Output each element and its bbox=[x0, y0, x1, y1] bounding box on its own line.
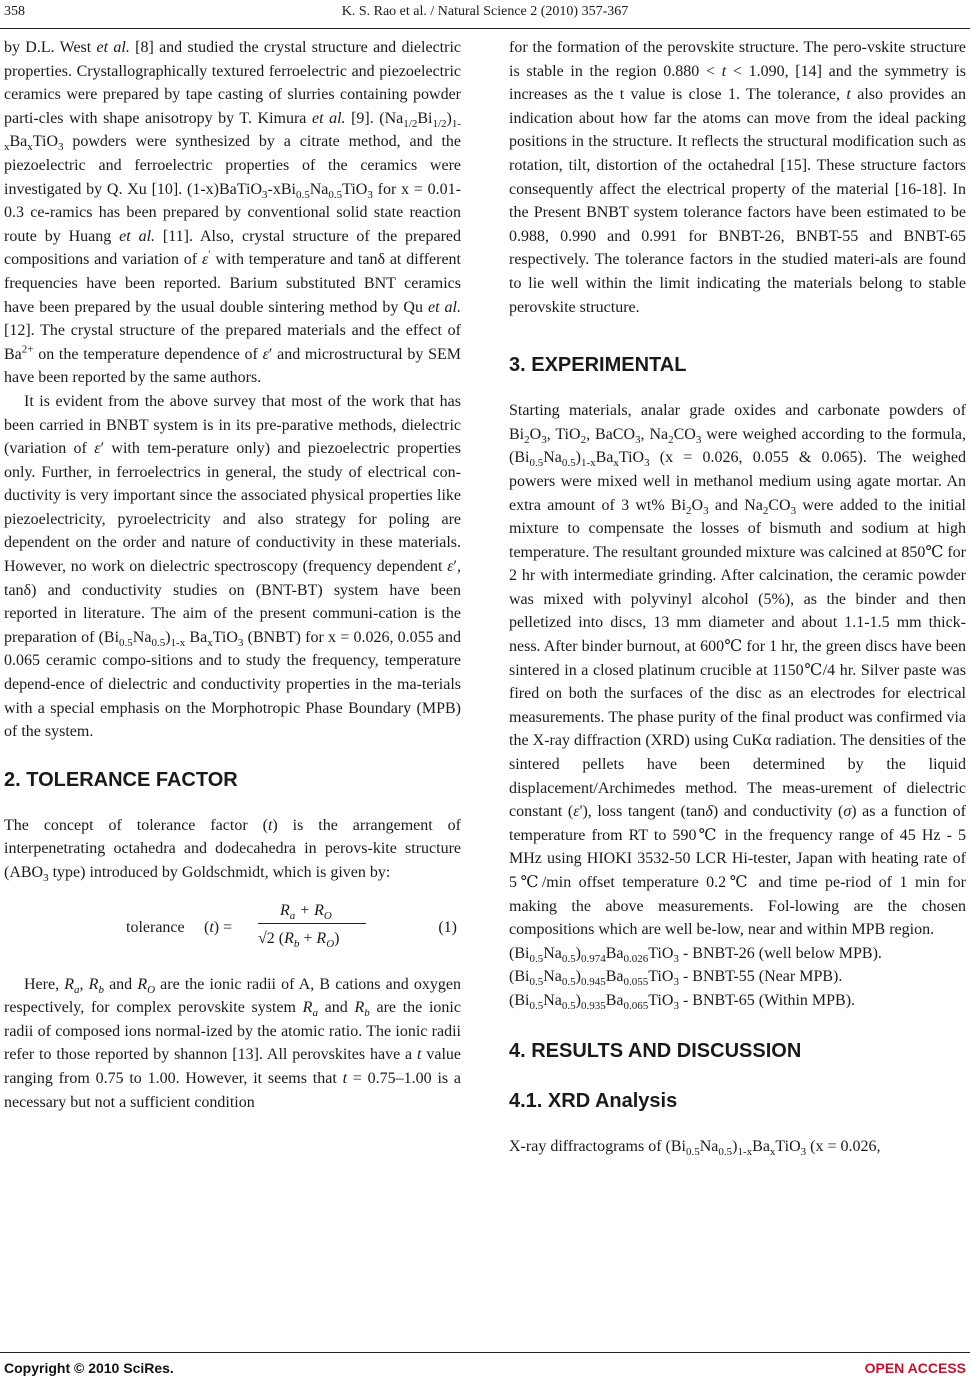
copyright-notice: Copyright © 2010 SciRes. bbox=[4, 1360, 174, 1376]
footer-rule bbox=[0, 1352, 970, 1353]
paragraph-evident: It is evident from the above survey that most of the work that has been carried in BNBT system is in its pre-parative methods, dielectric (variation of ε′ with tem-perature only) and piezoelectric properties only. Further, in ferroelectrics in general, the study of electrical con-ductivity is very important since the associated physical properties like piezoelectricity, pyroelectricity and also strategy for poling are dependent on the order and nature of conductivity in these materials. However, no work on dielectric spectroscopy (frequency dependent ε′, tanδ) and conductivity studies on (BNT-BT) system have been reported in literature. The aim of the present communi-cation is the preparation of $(Bi_{0.5}Na_{0.5})_{1-x}$ $Ba_xTiO_3$ (BNBT) for x = 0.026, 0.055 and 0.065 ceramic compo-sitions and to study the frequency, temperature depend-ence of dielectric and conductivity properties in the ma-terials with a special emphasis on the Morphotropic Phase Boundary (MPB) of the system. bbox=[4, 392, 461, 741]
formula-lhs: (t) = bbox=[204, 918, 233, 936]
paragraph-radii: Here, $R_a$, $R_b$ and $R_O$ are the ionic radii of A, B cations and oxygen respectively, for complex perovskite system $R_a$ and $R_b$ are the ionic radii of composed ions normal-ized by the atomic ratio. The ionic radii refer to those reported by shannon [13]. All perovskites have a t value ranging from 0.75 to 1.00. However, it seems that t = 0.75–1.00 is a necessary but not a sufficient condition bbox=[4, 975, 462, 1111]
equation-number: (1) bbox=[438, 918, 457, 936]
section-heading-tolerance: 2. TOLERANCE FACTOR bbox=[4, 768, 238, 791]
formula-denominator: √2 $(R_b + R_O)$ bbox=[258, 929, 340, 950]
formula-numerator: $R_a + R_O$ bbox=[280, 901, 332, 922]
tolerance-formula bbox=[4, 889, 461, 965]
paragraph-tolerance-continued: for the formation of the perovskite structure. The pero-vskite structure is stable in the region 0.880 < t < 1.090, [14] and the symmetry is increases as the t value is close 1. The tolerance, t also provides an indication about how far the atoms can move from the ideal packing positions in the structure. It reflects the structural modification such as rotation, tilt, distortion of the octahedral [15]. These structure factors consequently affect the electrical property of the material [16-18]. In the Present BNBT system tolerance factors have been estimated to be 0.988, 0.990 and 0.991 for BNBT-26, BNBT-55 and BNBT-65 respectively. The tolerance factors in the studied materi-als are found to lie well within the limit indicating the materials belong to stable perovskite structure. bbox=[509, 39, 967, 316]
page-number: 358 bbox=[4, 4, 25, 19]
running-head: K. S. Rao et al. / Natural Science 2 (2010) 357-367 bbox=[341, 4, 629, 19]
open-access-label: OPEN ACCESS bbox=[864, 1360, 966, 1376]
section-heading-results: 4. RESULTS AND DISCUSSION bbox=[509, 1039, 802, 1062]
section-heading-experimental: 3. EXPERIMENTAL bbox=[509, 354, 687, 377]
composition-bnbt-55: $(Bi_{0.5}Na_{0.5})_{0.945}Ba_{0.055}TiO_3$ - BNBT-55 (Near MPB). bbox=[509, 968, 843, 989]
composition-bnbt-65: $(Bi_{0.5}Na_{0.5})_{0.935}Ba_{0.065}TiO_3$ - BNBT-65 (Within MPB). bbox=[509, 991, 856, 1013]
paragraph-tolerance-concept: The concept of tolerance factor (t) is the arrangement of interpenetrating octahedra and dodecahedra in perovs-kite structure ($ABO_3$ type) introduced by Goldschmidt, which is given by: bbox=[4, 816, 461, 885]
page-header bbox=[0, 0, 970, 30]
section-heading-xrd: 4.1. XRD Analysis bbox=[509, 1089, 678, 1112]
left-column bbox=[4, 36, 461, 1114]
paragraph-experimental: Starting materials, analar grade oxides and carbonate powders of $Bi_2O_3$, TiO$_2$, BaCO$_3$, $Na_2CO_3$ were weighed according to the formula, $(Bi_{0.5}Na_{0.5})_{1-x}Ba_xTiO_3$ (x = 0.026, 0.055 & 0.065). The weighed powers were mixed well in methanol medium using agate mortar. An extra amount of 3 wt% $Bi_2O_3$ and $Na_2CO_3$ were added to the initial mixture to compensate the losses of bismuth and sodium at high temperature. The resultant grounded mixture was calcined at 850℃ for 2 hr with intermediate grinding. After calcination, the ceramic powder was mixed with polyvinyl alcohol (5%), as the binder and then pelletized into discs, 13 mm diameter and about 1.1-1.5 mm thick-ness. After binder burnout, at 600℃ for 1 hr, the green discs have been sintered in a closed platinum crucible at 1150℃/4 hr. Silver paste was fired on both the surfaces of the disc as an electrodes for electrical measurements. The phase purity of the final product was confirmed via the X-ray diffraction (XRD) using CuKα radiation. The densities of the sintered pellets have been determined by the liquid displacement/Archimedes method. The meas-urement of dielectric constant (ε'), loss tangent (tanδ) and conductivity (σ) as a function of temperature from RT to 590℃ in the frequency range of 45 Hz - 5 MHz using HIOKI 3532-50 LCR Hi-tester, Japan with heating rate of 5℃/min offset temperature 0.2℃ and time pe-riod of 1 min for making the above measurements. Fol-lowing are the chosen compositions which are well be-low, near and within MPB region. bbox=[509, 402, 967, 939]
header-rule bbox=[0, 28, 970, 29]
paragraph-xrd: X-ray diffractograms of $(Bi_{0.5}Na_{0.5})_{1-x}Ba_xTiO_3$ (x = 0.026, bbox=[509, 1137, 881, 1158]
fraction-bar bbox=[258, 923, 366, 924]
formula-label: tolerance bbox=[126, 918, 185, 936]
right-column bbox=[509, 36, 966, 1158]
composition-bnbt-26: $(Bi_{0.5}Na_{0.5})_{0.974}Ba_{0.026}TiO_3$ - BNBT-26 (well below MPB). bbox=[509, 944, 882, 965]
paragraph-survey-continued: by D.L. West et al. [8] and studied the crystal structure and dielectric properties. Crystallographically textured ferroelectric and piezoelectric ceramics were prepared by tape casting of slurries containing powder parti-cles with shape anisotropy by T. Kimura et al. [9]. $(Na_{1/2}Bi_{1/2})_{1-x}Ba_xTiO_3$ powders were synthesized by a citrate method, and the piezoelectric and ferroelectric properties of the ceramics were investigated by Q. Xu [10]. $(1-x)BaTiO_3-xBi_{0.5}Na_{0.5}TiO_3$ for x = 0.01-0.3 ce-ramics has been prepared by conventional solid state reaction route by Huang et al. [11]. Also, crystal structure of the prepared compositions and variation of ε′ with temperature and tanδ at different frequencies have been reported. Barium substituted BNT ceramics have been prepared by the usual double sintering method by Qu et al. [12]. The crystal structure of the prepared materials and the effect of $Ba^{2+}$ on the temperature dependence of ε′ and microstructural by SEM have been reported by the same authors. bbox=[4, 39, 462, 387]
